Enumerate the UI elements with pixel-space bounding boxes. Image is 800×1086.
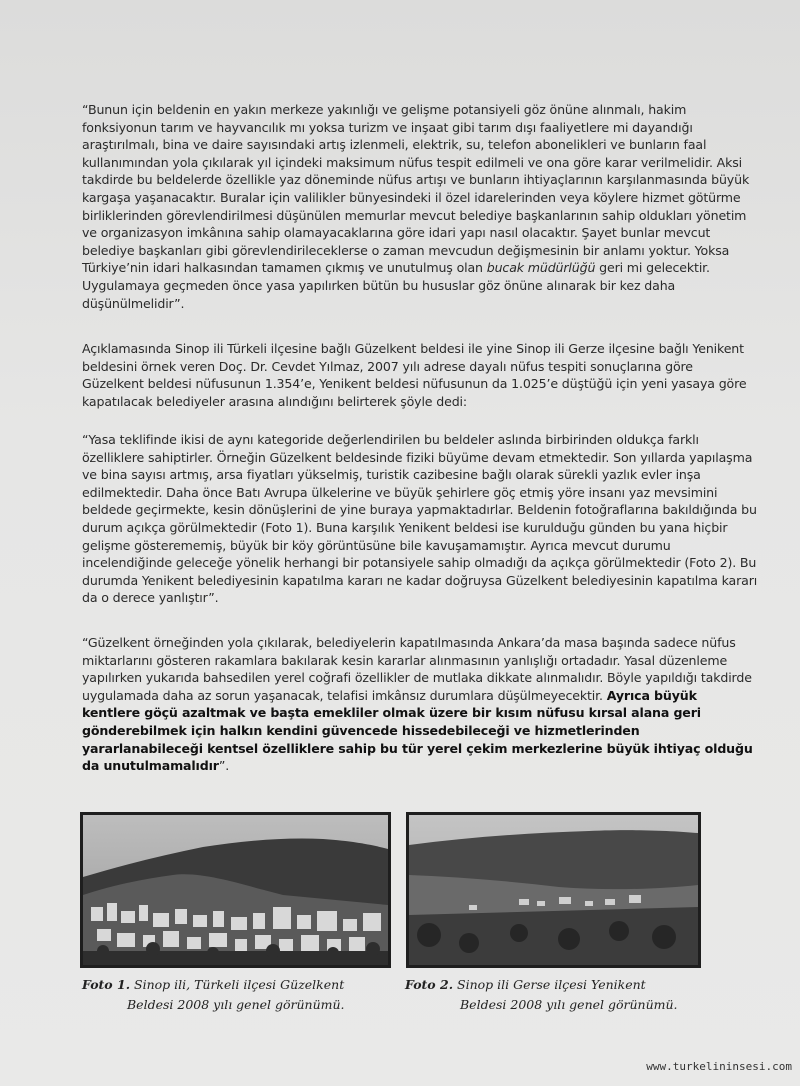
photo-yenikent-image bbox=[409, 815, 698, 965]
photo-1-caption-label: Foto 1. bbox=[82, 977, 131, 992]
paragraph-1 bbox=[82, 101, 758, 312]
photo-yenikent bbox=[406, 812, 701, 968]
paragraph-4-bold: Ayrıca büyük kentlere göçü azaltmak ve başta emekliler olmak üzere bir kısım nüfusu kırsal alana geri gönderebilmek için halkın kendini güvencede hissedebileceği ve hizmetlerinden yararlanabileceği kentsel özelliklere sahip bu tür yerel çekim merkezlerine büyük ihtiyaç olduğu da unutulmamalıdır bbox=[82, 687, 753, 774]
photo-2-caption-line2: Beldesi 2008 yılı genel görünümü. bbox=[460, 997, 678, 1012]
paragraph-4-end: ”. bbox=[218, 758, 230, 774]
photo-2-caption-label: Foto 2. bbox=[405, 977, 454, 992]
photo-2-caption bbox=[405, 975, 705, 1015]
paragraph-1-italic: bucak müdürlüğü bbox=[486, 260, 596, 276]
photo-guzelkent-image bbox=[83, 815, 388, 965]
paragraph-4-text: “Güzelkent örneğinden yola çıkılarak, belediyelerin kapatılmasında Ankara’da masa başında sadece nüfus miktarlarını gösteren rakamlara bakılarak kesin kararlar alınmasının yanlışlığı ortadadır. Yasal düzenleme yapılırken yukarıda bahsedilen yerel coğrafi özellikler de mutlaka dikkate alınmalıdır. Böyle yapıldığı takdirde uygulamada daha az sorun yaşanacak, telafisi imkânsız durumlara düşülmeyecektir. bbox=[82, 635, 752, 703]
paragraph-4 bbox=[82, 634, 758, 775]
photo-2-caption-line1: Sinop ili Gerse ilçesi Yenikent bbox=[453, 977, 646, 992]
watermark: www.turkelininsesi.com bbox=[646, 1060, 792, 1073]
photo-1-caption-line2: Beldesi 2008 yılı genel görünümü. bbox=[127, 997, 345, 1012]
photo-guzelkent bbox=[80, 812, 391, 968]
photo-1-caption-line1: Sinop ili, Türkeli ilçesi Güzelkent bbox=[130, 977, 345, 992]
paragraph-3: “Yasa teklifinde ikisi de aynı kategoride değerlendirilen bu beldeler aslında birbirinden oldukça farklı özelliklere sahiptirler. Örneğin Güzelkent beldesinde fiziki büyüme devam etmektedir. Son yıllarda yapılaşma ve bina sayısı artmış, arsa fiyatları yükselmiş, turistik cazibesine bağlı olarak sürekli yazlık evler inşa edilmektedir. Daha önce Batı Avrupa ülkelerine ve büyük şehirlere göç etmiş yöre insanı yaz mevsimini beldede geçirmekte, kesin dönüşlerini de yine buraya yapmaktadırlar. Beldenin fotoğraflarına bakıldığında bu durum açıkça görülmektedir (Foto 1). Buna karşılık Yenikent beldesi ise kurulduğu günden bu yana hiçbir gelişme gösterememiş, büyük bir köy görüntüsüne bile kavuşamamıştır. Ayrıca mevcut durumu incelendiğinde geleceğe yönelik herhangi bir potansiyele sahip olmadığı da açıkça görülmektedir (Foto 2). Bu durumda Yenikent belediyesinin kapatılma kararı ne kadar doğruysa Güzelkent belediyesinin kapatılma kararı da o derece yanlıştır”. bbox=[82, 432, 758, 606]
photo-1-caption bbox=[82, 975, 382, 1015]
paragraph-1-text: “Bunun için beldenin en yakın merkeze yakınlığı ve gelişme potansiyeli göz önüne alınmalı, hakim fonksiyonun tarım ve hayvancılık mı yoksa turizm ve inşaat gibi tarım dışı faaliyetlere mi dayandığı araştırılmalı, bina ve daire sayısındaki artış izlenmeli, elektrik, su, telefon abonelikleri ve bunların faal kullanımından yola çıkılarak yıl içindeki maksimum nüfus tespit edilmeli ve ona göre karar verilmelidir. Aksi takdirde bu beldelerde özellikle yaz döneminde nüfus artışı ve bunların ihtiyaçlarının karşılanmasında büyük kargaşa yaşanacaktır. Buralar için valilikler bünyesindeki il özel idarelerinden veya köylere hizmet götürme birliklerinden görevlendirilmesi düşünülen memurlar mevcut belediye başkanlarının sahip oldukları yönetim ve organizasyon imkânına sahip olamayacaklarına göre idari yapı nasıl olacaktır. Şayet bunlar mevcut belediye başkanları gibi görevlendirileceklerse o zaman mevcudun değişmesinin bir anlamı yoktur. Yoksa Türkiye’nin idari halkasından tamamen çıkmış ve unutulmuş olan bbox=[82, 102, 750, 276]
paragraph-2: Açıklamasında Sinop ili Türkeli ilçesine bağlı Güzelkent beldesi ile yine Sinop ili Gerze ilçesine bağlı Yenikent beldesini örnek veren Doç. Dr. Cevdet Yılmaz, 2007 yılı adrese dayalı nüfus tespiti sonuçlarına göre Güzelkent beldesi nüfusunun 1.354’e, Yenikent beldesi nüfusunun da 1.025’e düştüğü için yeni yasaya göre kapatılacak belediyeler arasına alındığını belirterek şöyle dedi: bbox=[82, 341, 747, 409]
paragraph-1-end: geri mi gelecektir. Uygulamaya geçmeden önce yasa yapılırken bütün bu hususlar göz önüne alınarak bir kez daha düşünülmelidir”. bbox=[82, 260, 710, 311]
